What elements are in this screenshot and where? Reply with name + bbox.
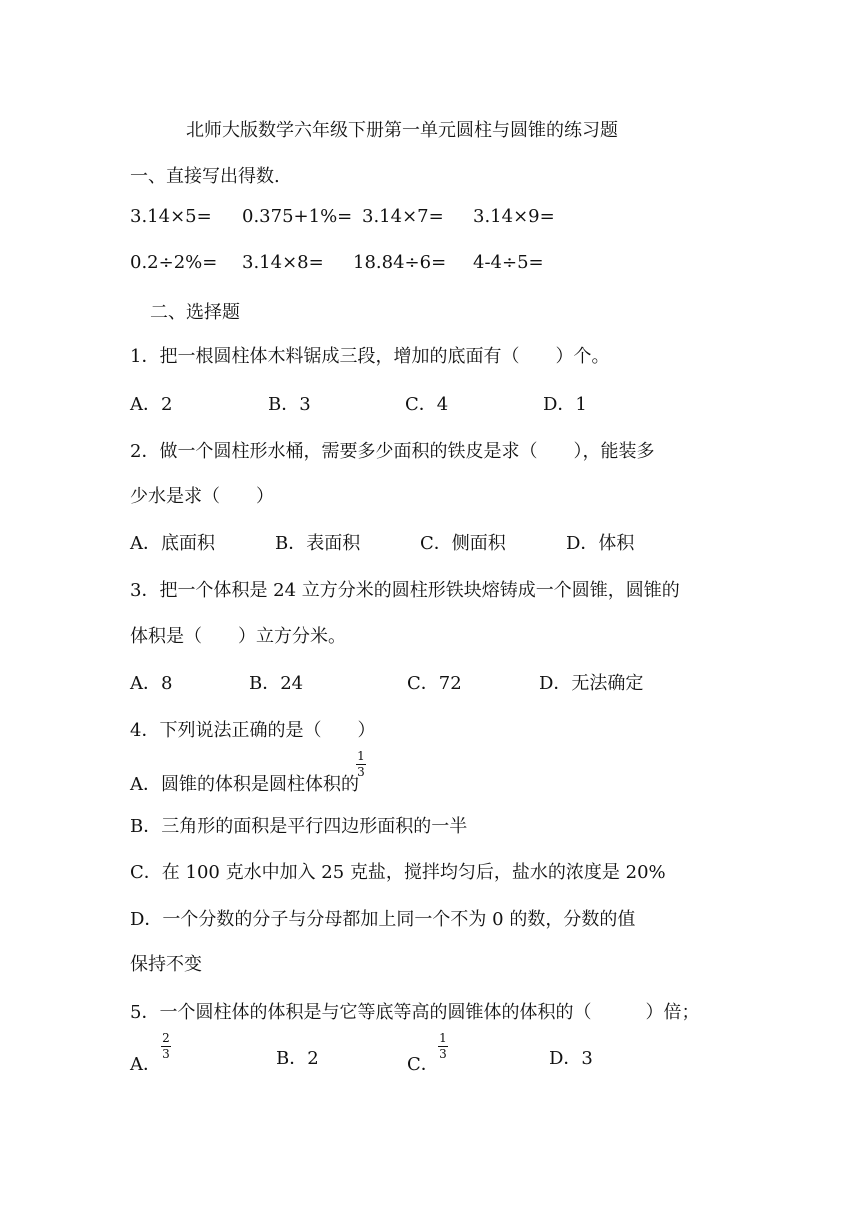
option-d: D．无法确定 bbox=[539, 673, 644, 694]
question-2-stem-line2: 少水是求（ ） bbox=[130, 486, 274, 507]
option-b: B．表面积 bbox=[275, 533, 361, 554]
option-a: A．2 bbox=[130, 394, 173, 415]
fraction-numerator: 1 bbox=[439, 1031, 447, 1045]
option-b: B．2 bbox=[276, 1048, 319, 1069]
question-1-stem: 1．把一根圆柱体木料锯成三段，增加的底面有（ ）个。 bbox=[130, 346, 610, 367]
fraction-denominator: 3 bbox=[357, 765, 365, 779]
fraction-numerator: 2 bbox=[162, 1031, 170, 1045]
section1-heading: 一、直接写出得数. bbox=[130, 166, 280, 187]
option-b: B．24 bbox=[249, 673, 304, 694]
question-4-option-d-line2: 保持不变 bbox=[130, 954, 202, 975]
page-title: 北师大版数学六年级下册第一单元圆柱与圆锥的练习题 bbox=[186, 120, 618, 141]
option-b: B．3 bbox=[268, 394, 311, 415]
question-5-stem: 5．一个圆柱体的体积是与它等底等高的圆锥体的体积的（ ）倍； bbox=[130, 1002, 700, 1023]
option-c: C．72 bbox=[407, 673, 462, 694]
question-4-option-a: A．圆锥的体积是圆柱体积的 bbox=[130, 774, 359, 795]
question-3-stem-line2: 体积是（ ）立方分米。 bbox=[130, 626, 346, 647]
option-a-label: A． bbox=[130, 1054, 161, 1075]
question-2-stem-line1: 2．做一个圆柱形水桶，需要多少面积的铁皮是求（ ），能装多 bbox=[130, 441, 655, 462]
calc-item: 18.84÷6= bbox=[353, 252, 447, 273]
option-a: A．8 bbox=[130, 673, 173, 694]
fraction-numerator: 1 bbox=[357, 749, 365, 763]
option-d: D．3 bbox=[549, 1048, 593, 1069]
section2-heading: 二、选择题 bbox=[150, 302, 240, 323]
question-4-option-c: C．在 100 克水中加入 25 克盐，搅拌均匀后，盐水的浓度是 20% bbox=[130, 862, 666, 883]
calc-item: 4-4÷5= bbox=[473, 252, 544, 273]
question-4-option-b: B．三角形的面积是平行四边形面积的一半 bbox=[130, 816, 468, 837]
calc-item: 3.14×7= bbox=[362, 206, 444, 227]
option-c-label: C． bbox=[407, 1054, 439, 1075]
option-c: C．侧面积 bbox=[420, 533, 506, 554]
option-a: A．底面积 bbox=[130, 533, 215, 554]
option-c: C．4 bbox=[405, 394, 449, 415]
question-3-stem-line1: 3．把一个体积是 24 立方分米的圆柱形铁块熔铸成一个圆锥，圆锥的 bbox=[130, 580, 680, 601]
option-d: D．体积 bbox=[566, 533, 635, 554]
calc-item: 0.2÷2%= bbox=[130, 252, 218, 273]
question-4-option-d-line1: D．一个分数的分子与分母都加上同一个不为 0 的数，分数的值 bbox=[130, 909, 636, 930]
option-c-fraction bbox=[438, 1032, 448, 1061]
option-a-fraction bbox=[161, 1032, 171, 1061]
question-4-stem: 4．下列说法正确的是（ ） bbox=[130, 720, 376, 741]
fraction-denominator: 3 bbox=[162, 1047, 170, 1061]
option-d: D．1 bbox=[543, 394, 587, 415]
calc-item: 3.14×9= bbox=[473, 206, 555, 227]
calc-item: 3.14×5= bbox=[130, 206, 212, 227]
fraction-denominator: 3 bbox=[439, 1047, 447, 1061]
fraction-one-third bbox=[356, 750, 366, 779]
calc-item: 3.14×8= bbox=[242, 252, 324, 273]
calc-item: 0.375+1%= bbox=[242, 206, 353, 227]
